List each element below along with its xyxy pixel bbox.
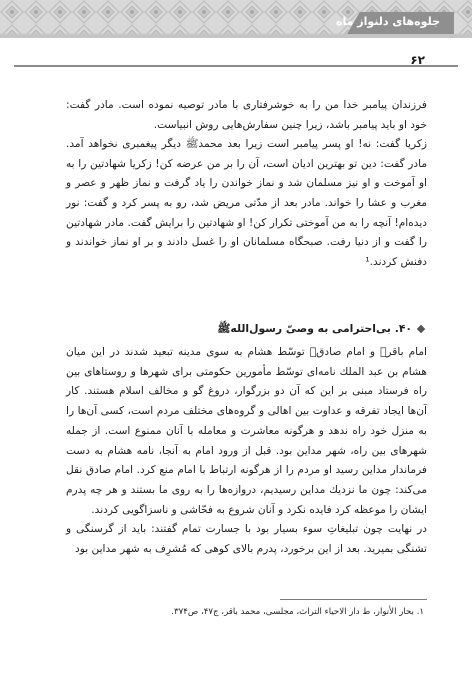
section-heading xyxy=(217,322,424,338)
body-text xyxy=(66,96,427,272)
footnote: ۱. بحار الأنوار، ط دار الاحیاء التراث، مجلسی، محمد باقر، ج۴۷، ص۳۷۴. xyxy=(171,607,424,617)
section-title: بی‌احترامی به وصیّ رسول‌اللهﷺ xyxy=(217,322,391,335)
section-text xyxy=(66,343,427,560)
heading-bullet-icon xyxy=(417,325,425,333)
paragraph: فرزندان پیامبر خدا من را به خوشرفتاری با مادر توصیه نموده است. مادر گفت: خود او باید پیامبر باشد، زیرا چنین سفارش‌هایی روش انبیاست. xyxy=(66,99,427,131)
section-dot: . xyxy=(390,322,399,335)
header-rule xyxy=(14,65,458,67)
paragraph: در نهایت چون تبلیغاتِ سوء بسیار بود با جسارت تمام گفتند: باید از گرسنگی و تشنگی بمیرید. بعد از این برخورد، پدرم بالای کوهی که مُشرِف به شهر مداین بود xyxy=(66,523,427,556)
section-number: ۴۰ xyxy=(398,322,412,335)
book-title: جلوه‌های دلنواز ماه xyxy=(335,15,440,28)
page-number: ۶۲ xyxy=(410,53,425,67)
paragraph: امام باقرؑ و امام صادقؑ توسّط هشام به سوی مدینه تبعید شدند در این میان هشام بن عبد الملك نامه‌ای توسّط مأمورین حکومتی برای شهرها و روستاهای بین راه فرستاد مبنی بر این که آن دو بزرگوار، دروغ گو و مخالف اسلام هستند. کار آن‌ها ایجاد تفرقه و عداوت بین اهالی و گروه‌های مختلف مردم است، کسی آن‌ها را به منزل خود راه ندهد و هرگونه معاشرت و معامله با آنان ممنوع است. از جمله شهرهای بین راه، شهر مداین بود. قبل از ورود امام به آنجا، نامه هشام به دست فرماندار مداین رسید او مردم را از هرگونه ارتباط با امام منع کرد. امام صادق نقل می‌کند: چون ما نزدیك مداین رسیدیم، دروازه‌ها را به روی ما بستند و هر چه پدرم ایشان را موعظه کرد فایده نکرد و آنان شروع به فحّاشی و ناسزاگویی کردند. xyxy=(66,346,427,516)
paragraph: زکریا گفت: نه! او پسر پیامبر است زیرا بعد محمدﷺ دیگر پیغمبری نخواهد آمد. مادر گفت: دین تو بهترین ادیان است، آن را بر من عرضه کن! زکریا شهادتین را به او آموخت و او نیز مسلمان شد و نماز خواندن را یاد گرفت و نماز ظهر و عصر و مغرب و عشا را خواند. مادر بعد از مدّتی مریض شد، رو به پسر کرد و گفت: نور دیده‌ام! آنچه را به من آموختی تکرار کن! او شهادتین را برایش گفت. مادر شهادتین را گفت و از دنیا رفت. صبحگاه مسلمانان او را غسل دادند و بر او نماز خواندند و دفنش کردند.¹ xyxy=(66,138,427,268)
footnote-rule xyxy=(280,599,427,600)
